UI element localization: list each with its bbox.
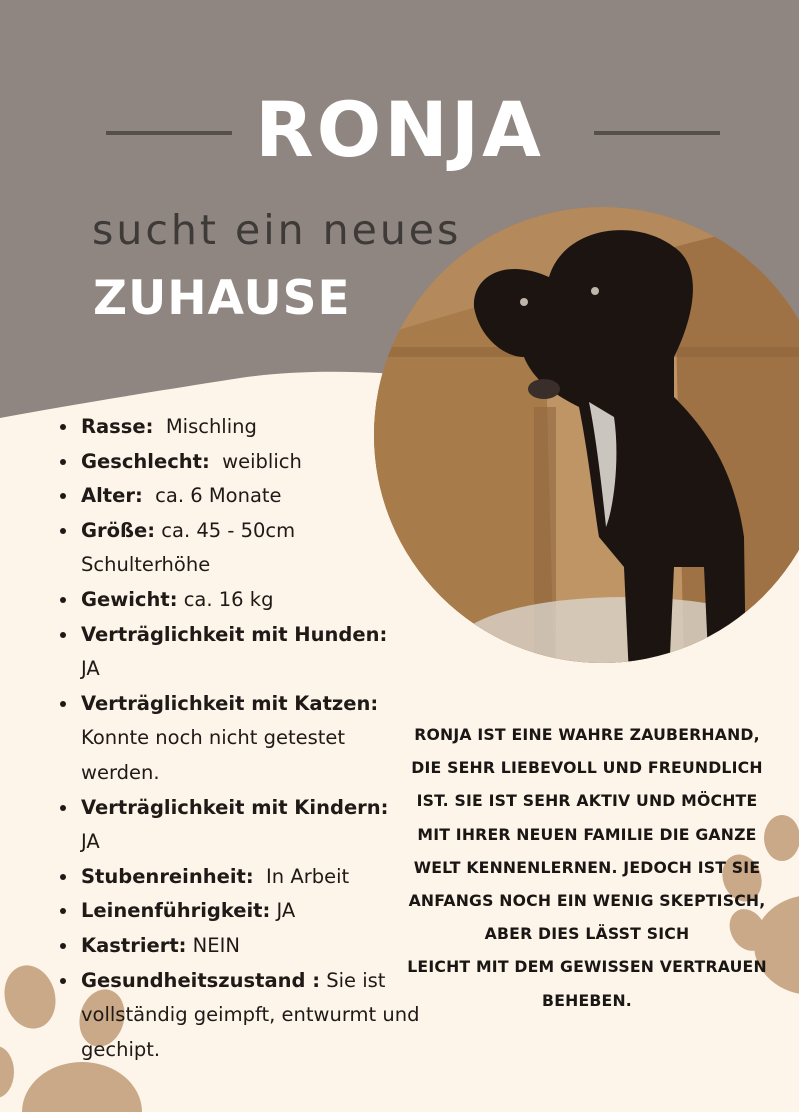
description-line: WELT KENNENLERNEN. JEDOCH IST SIE	[413, 857, 761, 877]
subtitle-line-1: sucht ein neues	[92, 206, 462, 254]
description-line: ANFANGS NOCH EIN WENIG SKEPTISCH,	[408, 891, 766, 911]
fact-label: Geschlecht:	[81, 449, 210, 473]
fact-value: JA	[276, 899, 296, 923]
fact-item-hunde	[81, 618, 426, 687]
fact-value: weiblich	[222, 449, 302, 473]
description-line: RONJA IST EINE WAHRE ZAUBERHAND,	[414, 725, 760, 744]
fact-label: Kastriert:	[81, 933, 187, 957]
pet-name-title: RONJA	[255, 85, 544, 174]
fact-value: Sie ist vollständig geimpft, entwurmt und gechipt.	[81, 968, 420, 1061]
fact-label: Alter:	[81, 484, 143, 508]
fact-value: ca. 45 - 50cm Schulterhöhe	[81, 518, 296, 577]
fact-value: JA	[81, 657, 100, 681]
fact-item-gesundheit	[81, 964, 426, 1068]
fact-item-stubenreinheit	[81, 860, 426, 895]
fact-value: In Arbeit	[266, 864, 350, 888]
fact-label: Verträglichkeit mit Kindern:	[81, 795, 389, 819]
fact-label: Verträglichkeit mit Katzen:	[81, 691, 379, 715]
fact-item-leinenfuehrigkeit	[81, 894, 426, 929]
fact-label: Stubenreinheit:	[81, 864, 254, 888]
fact-item-kastriert	[81, 929, 426, 964]
fact-label: Größe:	[81, 518, 156, 542]
description-line: DIE SEHR LIEBEVOLL UND FREUNDLICH	[411, 758, 763, 778]
fact-value: NEIN	[192, 933, 240, 957]
fact-item-groesse	[81, 514, 426, 583]
description-line: MIT IHRER NEUEN FAMILIE DIE GANZE	[417, 824, 757, 844]
fact-label: Rasse:	[81, 415, 154, 438]
fact-item-kinder	[81, 791, 426, 860]
fact-value: Konnte noch nicht getestet werden.	[81, 726, 346, 784]
description-line: LEICHT MIT DEM GEWISSEN VERTRAUEN	[407, 957, 767, 977]
fact-label: Gesundheitszustand :	[81, 968, 321, 992]
subtitle-line-2: ZUHAUSE	[93, 271, 351, 326]
fact-label: Leinenführigkeit:	[81, 899, 271, 923]
fact-list	[55, 410, 426, 1067]
fact-label: Verträglichkeit mit Hunden:	[81, 622, 388, 646]
description-line: BEHEBEN.	[542, 990, 632, 1010]
fact-item-gewicht	[81, 583, 426, 618]
fact-label: Gewicht:	[81, 587, 178, 611]
fact-value: ca. 6 Monate	[155, 484, 282, 508]
description-text	[402, 718, 772, 1017]
fact-value: Mischling	[165, 415, 257, 438]
fact-item-rasse	[81, 410, 426, 445]
fact-item-alter	[81, 479, 426, 514]
fact-item-katzen	[81, 687, 426, 791]
description-line: ABER DIES LÄSST SICH	[484, 924, 690, 944]
description-line: IST. SIE IST SEHR AKTIV UND MÖCHTE	[416, 791, 758, 811]
fact-value: ca. 16 kg	[183, 587, 274, 611]
fact-value: JA	[81, 830, 100, 854]
fact-item-geschlecht	[81, 445, 426, 480]
